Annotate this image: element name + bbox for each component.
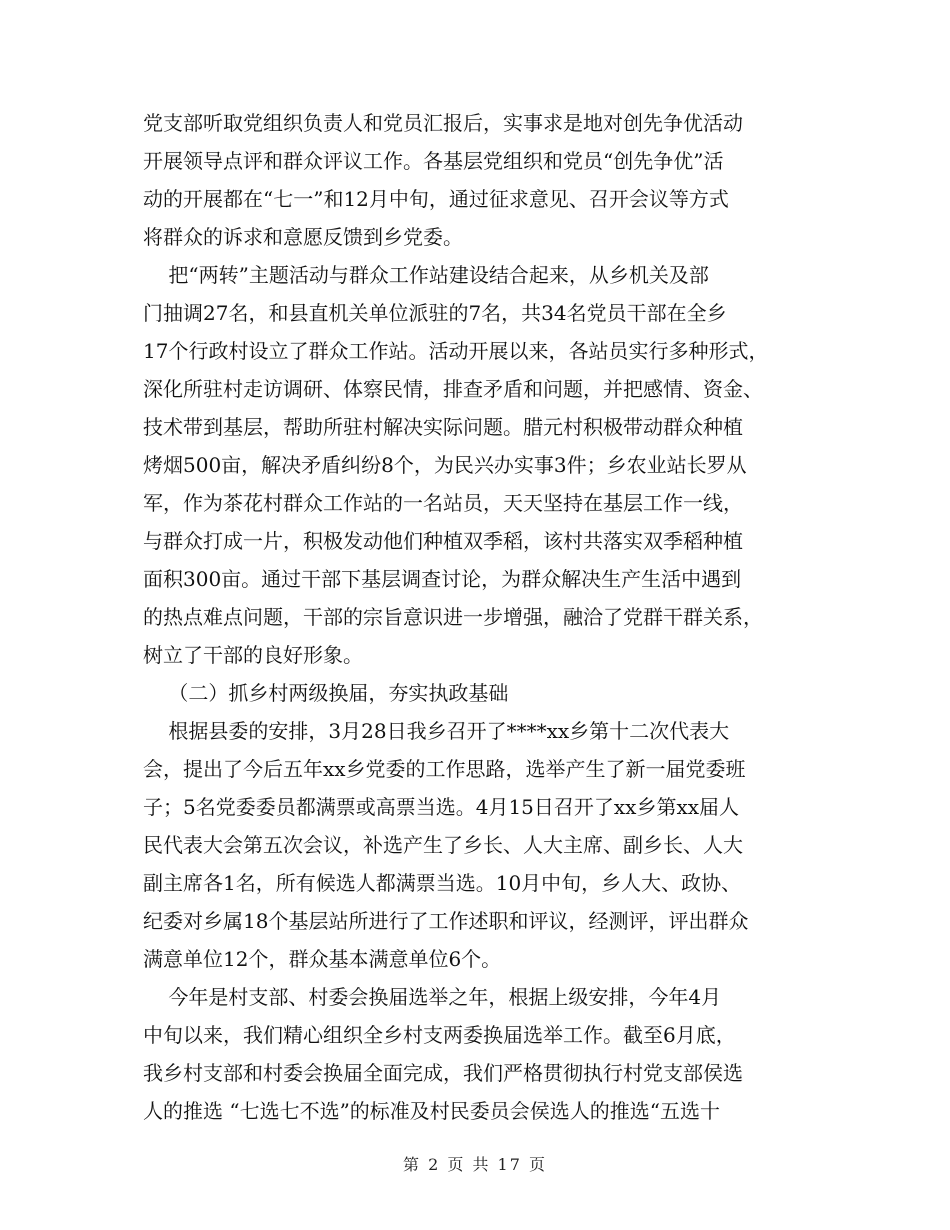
text-line: 将群众的诉求和意愿反馈到乡党委。 bbox=[143, 225, 463, 249]
text-line: 纪委对乡属18个基层站所进行了工作述职和评议，经测评，评出群众 bbox=[143, 909, 749, 933]
text-line: 副主席各1名，所有候选人都满票当选。10月中旬，乡人大、政协、 bbox=[143, 871, 742, 895]
text-line: 深化所驻村走访调研、体察民情，排查矛盾和问题，并把感情、资金、 bbox=[143, 377, 763, 401]
text-line: 中旬以来，我们精心组织全乡村支两委换届选举工作。截至6月底， bbox=[143, 1023, 736, 1047]
text-line: 动的开展都在“七一”和12月中旬，通过征求意见、召开会议等方式 bbox=[143, 187, 729, 211]
body-text bbox=[143, 104, 815, 1130]
text-line: 把“两转”主题活动与群众工作站建设结合起来，从乡机关及部 bbox=[143, 263, 709, 287]
page-number-footer: 第 2 页 共 17 页 bbox=[403, 1155, 547, 1174]
text-line: 人的推选 “七选七不选”的标准及村民委员会侯选人的推选“五选十 bbox=[143, 1099, 721, 1123]
text-line: 我乡村支部和村委会换届全面完成，我们严格贯彻执行村党支部侯选 bbox=[143, 1061, 743, 1085]
text-line: 民代表大会第五次会议，补选产生了乡长、人大主席、副乡长、人大 bbox=[143, 833, 743, 857]
text-line: 烤烟500亩，解决矛盾纠纷8个，为民兴办实事3件；乡农业站长罗从 bbox=[143, 453, 747, 477]
text-line: 树立了干部的良好形象。 bbox=[143, 643, 363, 667]
text-line: 党支部听取党组织负责人和党员汇报后，实事求是地对创先争优活动 bbox=[143, 111, 743, 135]
text-line: 军，作为茶花村群众工作站的一名站员，天天坚持在基层工作一线， bbox=[143, 491, 743, 515]
text-line: 面积300亩。通过干部下基层调查讨论，为群众解决生产生活中遇到 bbox=[143, 567, 742, 591]
text-line: 的热点难点问题，干部的宗旨意识进一步增强，融洽了党群干群关系， bbox=[143, 605, 763, 629]
section-heading: （二）抓乡村两级换届，夯实执政基础 bbox=[143, 681, 509, 705]
text-line: 门抽调27名，和县直机关单位派驻的7名，共34名党员干部在全乡 bbox=[143, 301, 727, 325]
text-line: 根据县委的安排，3月28日我乡召开了****xx乡第十二次代表大 bbox=[143, 719, 730, 743]
text-line: 技术带到基层，帮助所驻村解决实际问题。腊元村积极带动群众种植 bbox=[143, 415, 743, 439]
text-line: 会，提出了今后五年xx乡党委的工作思路，选举产生了新一届党委班 bbox=[143, 757, 746, 781]
text-line: 与群众打成一片，积极发动他们种植双季稻，该村共落实双季稻种植 bbox=[143, 529, 743, 553]
text-line: 满意单位12个，群众基本满意单位6个。 bbox=[143, 947, 502, 971]
text-line: 今年是村支部、村委会换届选举之年，根据上级安排，今年4月 bbox=[143, 985, 722, 1009]
text-line: 开展领导点评和群众评议工作。各基层党组织和党员“创先争优”活 bbox=[143, 149, 724, 173]
text-line: 子；5名党委委员都满票或高票当选。4月15日召开了xx乡第xx届人 bbox=[143, 795, 740, 819]
text-line: 17个行政村设立了群众工作站。活动开展以来，各站员实行多种形式， bbox=[143, 339, 769, 363]
